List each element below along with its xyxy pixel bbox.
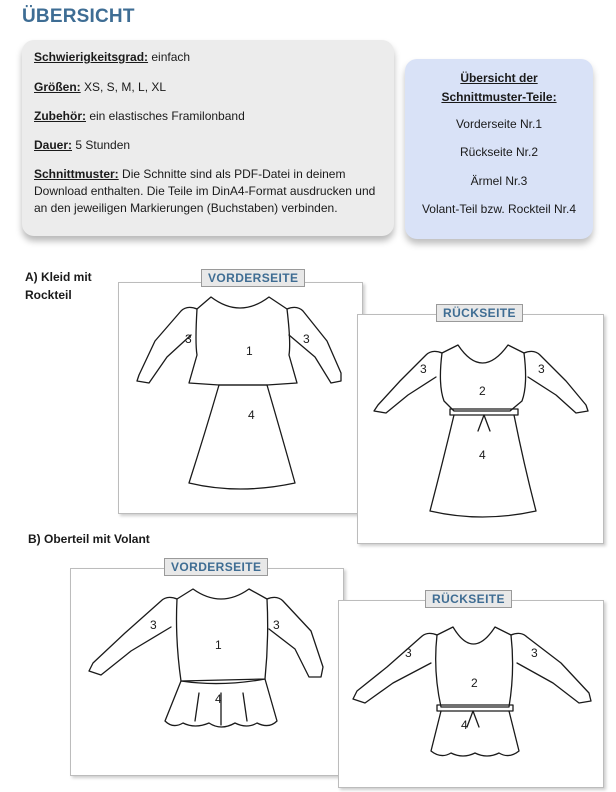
sizes-row (34, 79, 166, 96)
top-back-frame (338, 600, 604, 788)
part-number: 4 (215, 692, 222, 706)
dress-back-drawing (358, 315, 603, 543)
dress-back-tag: RÜCKSEITE (436, 304, 523, 322)
page-title: ÜBERSICHT (22, 6, 135, 27)
parts-title-line2: Schnittmuster-Teile: (441, 90, 557, 104)
duration-row (34, 137, 130, 154)
part-number: 4 (248, 408, 255, 422)
section-a-label-line1: A) Kleid mit (25, 270, 92, 284)
section-a-label-line2: Rockteil (25, 288, 72, 302)
difficulty-label: Schwierigkeitsgrad: (34, 50, 149, 64)
top-front-drawing (71, 569, 343, 775)
pattern-row (34, 166, 386, 217)
part-number: 2 (471, 676, 478, 690)
parts-item: Ärmel Nr.3 (470, 174, 528, 188)
duration-value: 5 Stunden (72, 138, 131, 152)
sizes-value: XS, S, M, L, XL (80, 80, 167, 94)
part-number: 3 (185, 332, 192, 346)
pattern-label: Schnittmuster: (34, 167, 119, 181)
dress-back-frame (357, 314, 604, 544)
part-number: 3 (420, 362, 427, 376)
part-number: 1 (246, 344, 253, 358)
part-number: 3 (303, 332, 310, 346)
top-back-tag: RÜCKSEITE (425, 590, 512, 608)
parts-item: Volant-Teil bzw. Rockteil Nr.4 (421, 202, 577, 216)
part-number: 3 (150, 618, 157, 632)
difficulty-row (34, 49, 190, 66)
section-a-label (25, 268, 92, 304)
part-number: 1 (215, 638, 222, 652)
top-back-drawing (339, 601, 603, 787)
top-front-frame (70, 568, 344, 776)
duration-label: Dauer: (34, 138, 73, 152)
parts-overview-title (405, 69, 593, 107)
parts-item: Vorderseite Nr.1 (455, 117, 543, 131)
parts-title-line1: Übersicht der (460, 71, 538, 85)
part-number: 3 (531, 646, 538, 660)
accessories-row (34, 108, 245, 125)
part-number: 4 (479, 448, 486, 462)
top-front-tag: VORDERSEITE (164, 558, 268, 576)
pattern-value: Die Schnitte sind als PDF-Datei in deinem Download enthalten. Die Teile im DinA4-Format ausdrucken und an den jeweiligen Markierungen (Buchstaben) verbinden. (34, 167, 376, 215)
section-b-label: B) Oberteil mit Volant (28, 532, 150, 546)
dress-front-frame (118, 282, 363, 514)
info-box (22, 40, 394, 236)
part-number: 4 (461, 718, 468, 732)
parts-item: Rückseite Nr.2 (459, 145, 539, 159)
part-number: 3 (273, 618, 280, 632)
dress-front-drawing (119, 283, 362, 513)
part-number: 3 (405, 646, 412, 660)
dress-front-tag: VORDERSEITE (201, 269, 305, 287)
part-number: 2 (479, 384, 486, 398)
difficulty-value: einfach (148, 50, 191, 64)
parts-overview-box (405, 59, 593, 239)
accessories-label: Zubehör: (34, 109, 86, 123)
part-number: 3 (538, 362, 545, 376)
sizes-label: Größen: (34, 80, 81, 94)
accessories-value: ein elastisches Framilonband (86, 109, 245, 123)
